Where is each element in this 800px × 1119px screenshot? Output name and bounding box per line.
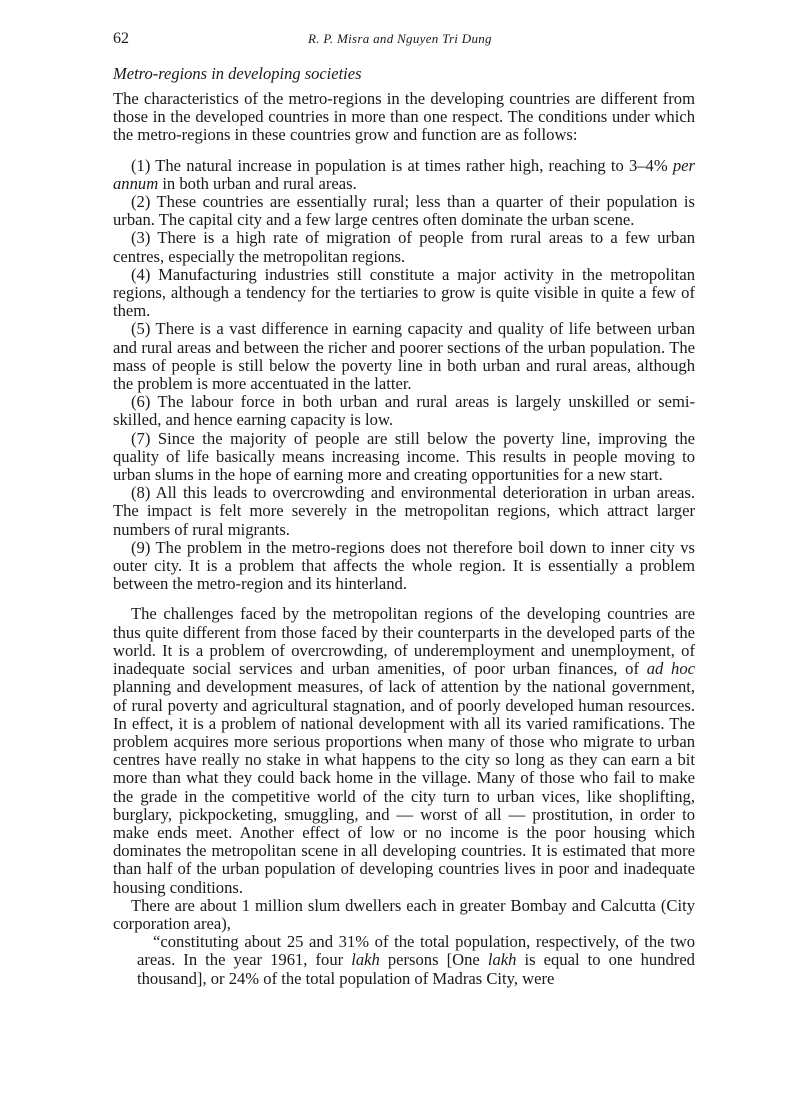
quote-emphasis: lakh xyxy=(351,950,380,970)
item-text: (7) Since the majority of people are still below the poverty line, improving the quality of life basically means increasing income. This results in people moving to urban slums in the hope of earning more and creating opportunities for a new start. xyxy=(113,428,695,485)
list-item xyxy=(113,393,695,429)
section-heading: Metro-regions in developing societies xyxy=(113,64,362,83)
item-text: (4) Manufacturing industries still constitute a major activity in the metropolitan regions, although a tendency for the tertiaries to grow is quite visible in quite a few of them. xyxy=(113,264,695,321)
document-page xyxy=(113,30,695,988)
quote-text: “constituting about 25 and 31% of the total population, respectively, of the two areas. In the year 1961, four xyxy=(137,932,695,970)
item-text-end: in both urban and rural areas. xyxy=(158,173,357,193)
intro-paragraph: The characteristics of the metro-regions in the developing countries are different from those in the developed countries in more than one respect. The conditions under which the metro-regions in these countries grow and function are as follows: xyxy=(113,89,695,145)
item-text: (5) There is a vast difference in earning capacity and quality of life between urban and rural areas and between the richer and poorer sections of the urban population. The mass of people is still below the poverty line in both urban and rural areas, although the problem is more accentuated in the latter. xyxy=(113,319,695,394)
item-text: (3) There is a high rate of migration of people from rural areas to a few urban centres, especially the metropolitan regions. xyxy=(113,228,695,266)
slum-paragraph: There are about 1 million slum dwellers each in greater Bombay and Calcutta (City corporation area), xyxy=(113,895,695,933)
item-text: (8) All this leads to overcrowding and environmental deterioration in urban areas. The impact is felt more severely in the metropolitan regions, which attract larger numbers of rural migrants. xyxy=(113,483,695,539)
list-item xyxy=(113,193,695,229)
list-item xyxy=(113,484,695,539)
challenges-text-end: planning and development measures, of lack of attention by the national government, of rural poverty and agricultural stagnation, and of poorly developed human resources. In effect, it is a problem of national development with all its varied ramifications. The problem acquires more serious proportions when many of those who migrate to urban centres have really no stake in what happens to the city so long as they can earn a bit more than what they could back home in the village. Many of those who fail to make the grade in the competitive world of the city turn to urban vices, like shoplifting, burglary, pickpocketing, smuggling, and — worst of all — prostitution, in order to make ends meet. Another effect of low or no income is the poor housing which dominates the metropolitan scene in all developing countries. It is estimated that more than half of the urban population of developing countries lives in poor and inadequate housing conditions. xyxy=(113,677,695,897)
quote-text: persons [One xyxy=(379,950,488,970)
list-item xyxy=(113,539,695,594)
page-number: 62 xyxy=(113,30,129,47)
item-text: (6) The labour force in both urban and rural areas is largely unskilled or semi-skilled, and hence earning capacity is low. xyxy=(113,392,695,430)
list-item xyxy=(113,229,695,265)
item-text: (9) The problem in the metro-regions does not therefore boil down to inner city vs outer city. It is a problem that affects the whole region. It is essentially a problem between the metro-region and its hinterland. xyxy=(113,537,695,594)
challenges-emphasis: ad hoc xyxy=(646,659,695,679)
challenges-paragraph xyxy=(113,605,695,896)
item-text: (2) These countries are essentially rural; less than a quarter of their population is urban. The capital city and a few large centres often dominate the urban scene. xyxy=(113,192,695,230)
conditions-list xyxy=(113,157,695,594)
list-item xyxy=(113,320,695,393)
list-item xyxy=(113,266,695,321)
block-quote xyxy=(137,933,695,988)
quote-emphasis: lakh xyxy=(487,950,517,970)
list-item xyxy=(113,157,695,193)
running-head xyxy=(113,30,695,52)
list-item xyxy=(113,430,695,485)
item-emphasis: per annum xyxy=(113,155,695,193)
running-head-authors: R. P. Misra and Nguyen Tri Dung xyxy=(308,31,492,46)
item-text: (1) The natural increase in population is at times rather high, reaching to 3–4% xyxy=(131,155,673,175)
challenges-text: The challenges faced by the metropolitan regions of the developing countries are thus quite different from those faced by their counterparts in the developed parts of the world. It is a problem of overcrowding, of underemployment and unemployment, of inadequate social services and urban amenities, of poor urban finances, of xyxy=(113,604,695,679)
quote-text: is equal to one hundred thousand], or 24% of the total population of Madras City, were xyxy=(137,950,695,988)
